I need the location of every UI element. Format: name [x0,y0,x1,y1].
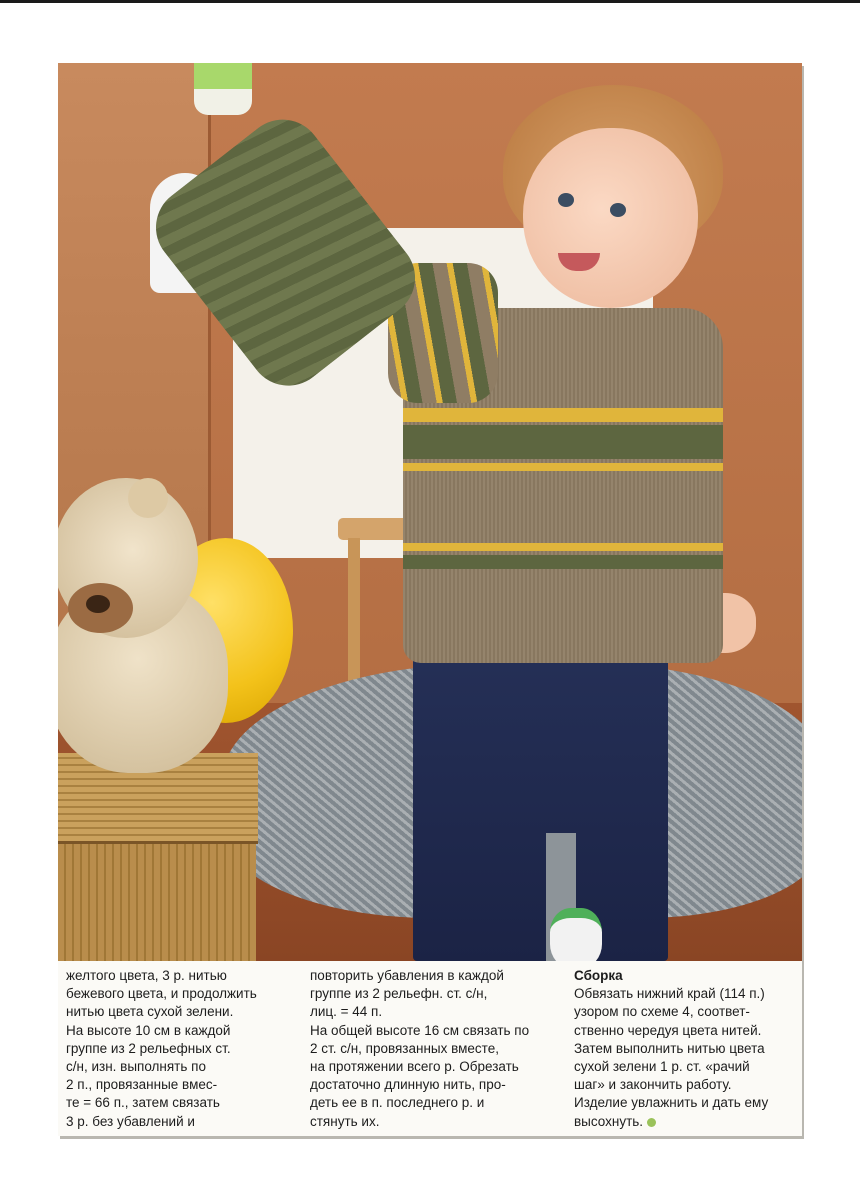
text-line: шаг» и закончить работу. [574,1077,732,1093]
text-line: с/н, изн. выполнять по [66,1059,206,1075]
text-line: группе из 2 рельефных ст. [66,1040,231,1056]
text-line: те = 66 п., затем связать [66,1095,220,1111]
text-line: 3 р. без убавлений и [66,1113,195,1129]
text-line: нитью цвета сухой зелени. [66,1004,234,1020]
sweater-stripe-green [403,555,723,569]
child-jeans [413,643,668,961]
sweater-stripe-yellow [403,463,723,471]
child-face [523,128,698,308]
text-line: сухой зелени 1 р. ст. «рачий [574,1059,750,1075]
text-line: узором по схеме 4, соответ- [574,1004,750,1020]
instruction-text [66,967,796,1127]
text-line: Изделие увлажнить и дать ему [574,1095,769,1111]
text-line: высохнуть. [574,1113,644,1129]
teddy-bear-nose [86,595,110,613]
sweater-stripe-yellow [403,408,723,422]
product-photo [58,63,802,961]
text-column-3 [574,967,796,1131]
text-line: достаточно длинную нить, про- [310,1077,506,1093]
teddy-bear-ear [128,478,168,518]
text-line: Затем выполнить нитью цвета [574,1040,765,1056]
text-line-final [574,1113,796,1131]
text-line: группе из 2 рельефн. ст. с/н, [310,986,488,1002]
top-border [0,0,860,3]
text-line: бежевого цвета, и продолжить [66,986,257,1002]
magazine-page [58,63,802,1136]
text-line: желтого цвета, 3 р. нитью [66,968,227,983]
text-line: деть ее в п. последнего р. и [310,1095,485,1111]
sweater-stripe-green [403,425,723,459]
sweater-stripe-yellow [403,543,723,551]
hanging-toy [194,63,252,115]
text-line: на протяжении всего р. Обрезать [310,1059,519,1075]
text-line: На общей высоте 16 см связать по [310,1022,530,1038]
text-column-1 [66,967,294,1131]
section-heading: Сборка [574,968,623,983]
text-line: На высоте 10 см в каждой [66,1022,231,1038]
text-line: лиц. = 44 п. [310,1004,383,1020]
child-eye [558,193,574,207]
text-line: 2 п., провязанные вмес- [66,1077,218,1093]
end-of-article-marker-icon [647,1118,656,1127]
text-line: Обвязать нижний край (114 п.) [574,986,765,1002]
text-line: повторить убавления в каждой [310,968,504,983]
text-column-2 [310,967,554,1131]
text-line: стянуть их. [310,1113,380,1129]
text-line: ственно чередуя цвета нитей. [574,1022,762,1038]
text-line: 2 ст. с/н, провязанных вместе, [310,1040,499,1056]
child-shoe [550,908,602,961]
child-eye [610,203,626,217]
